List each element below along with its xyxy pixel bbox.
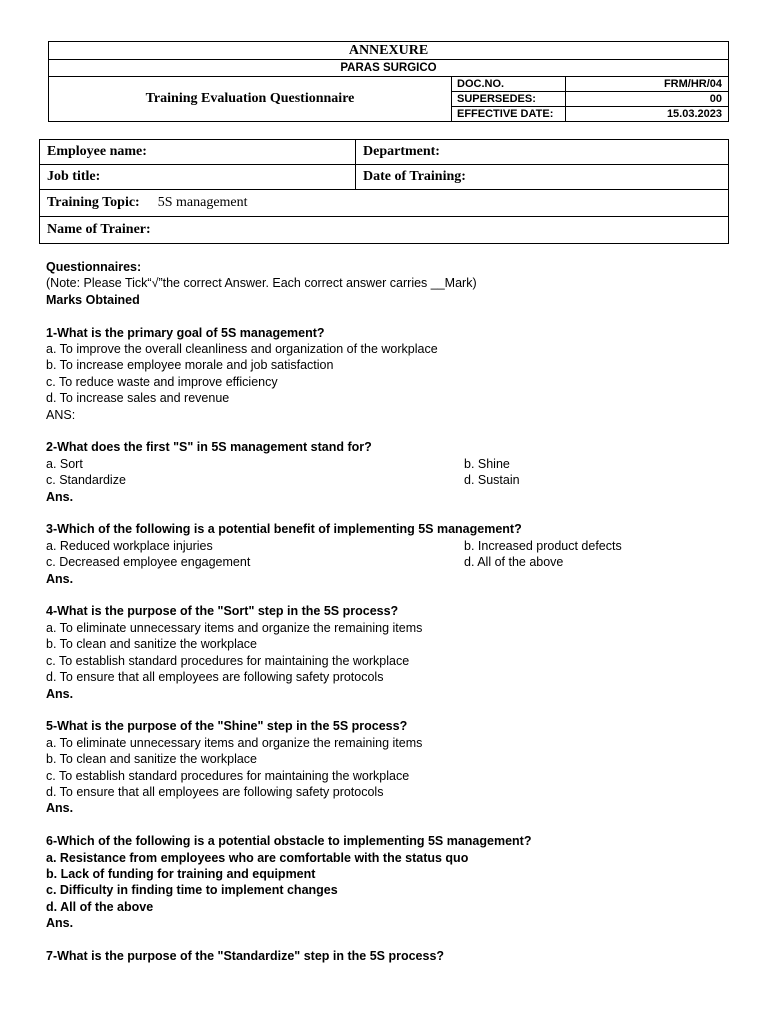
questionnaire-content <box>46 259 736 964</box>
training-topic-value: 5S management <box>157 195 248 210</box>
q1-option-d: d. To increase sales and revenue <box>46 391 230 406</box>
q2-option-b: b. Shine <box>464 456 510 471</box>
q1-option-c: c. To reduce waste and improve efficiency <box>46 374 278 389</box>
department-label: Department: <box>356 140 729 165</box>
q6-option-b: b. Lack of funding for training and equipment <box>46 866 316 881</box>
q4-option-d: d. To ensure that all employees are following safety protocols <box>46 670 384 685</box>
form-title: Training Evaluation Questionnaire <box>49 77 452 122</box>
supersedes-value: 00 <box>566 92 729 107</box>
supersedes-label: SUPERSEDES: <box>452 92 566 107</box>
q5-option-a: a. To eliminate unnecessary items and organize the remaining items <box>46 735 423 750</box>
trainer-label: Name of Trainer: <box>40 217 729 244</box>
q2-option-a: a. Sort <box>46 456 83 471</box>
instruction-note: (Note: Please Tick“√”the correct Answer. Each correct answer carries __Mark) <box>46 276 477 291</box>
q4-option-c: c. To establish standard procedures for maintaining the workplace <box>46 653 410 668</box>
question-4: 4-What is the purpose of the "Sort" step in the 5S process? <box>46 604 399 619</box>
header-table <box>48 41 729 122</box>
q3-answer: Ans. <box>46 571 74 586</box>
q4-answer: Ans. <box>46 686 74 701</box>
q3-option-a: a. Reduced workplace injuries <box>46 538 213 553</box>
q2-answer: Ans. <box>46 489 74 504</box>
job-title-label: Job title: <box>40 165 356 190</box>
q3-option-c: c. Decreased employee engagement <box>46 555 251 570</box>
q6-option-c: c. Difficulty in finding time to implement changes <box>46 883 338 898</box>
annexure-title: ANNEXURE <box>49 42 729 60</box>
question-2: 2-What does the first "S" in 5S management stand for? <box>46 440 372 455</box>
q4-option-b: b. To clean and sanitize the workplace <box>46 637 258 652</box>
q3-option-b: b. Increased product defects <box>464 538 622 553</box>
company-name: PARAS SURGICO <box>49 60 729 77</box>
question-5: 5-What is the purpose of the "Shine" step in the 5S process? <box>46 719 408 734</box>
q6-option-d: d. All of the above <box>46 899 154 914</box>
question-1: 1-What is the primary goal of 5S management? <box>46 325 325 340</box>
doc-no-label: DOC.NO. <box>452 77 566 92</box>
q6-option-a: a. Resistance from employees who are comfortable with the status quo <box>46 850 469 865</box>
employee-name-label: Employee name: <box>40 140 356 165</box>
q5-answer: Ans. <box>46 801 74 816</box>
q5-option-b: b. To clean and sanitize the workplace <box>46 752 258 767</box>
q2-option-c: c. Standardize <box>46 473 126 488</box>
marks-obtained: Marks Obtained <box>46 292 140 307</box>
question-3: 3-Which of the following is a potential benefit of implementing 5S management? <box>46 522 522 537</box>
questionnaire-heading: Questionnaires: <box>46 260 142 274</box>
doc-no-value: FRM/HR/04 <box>566 77 729 92</box>
effective-date-label: EFFECTIVE DATE: <box>452 107 566 122</box>
training-topic-row <box>40 190 729 217</box>
q1-option-a: a. To improve the overall cleanliness and organization of the workplace <box>46 342 438 357</box>
q5-option-c: c. To establish standard procedures for maintaining the workplace <box>46 768 410 783</box>
q4-option-a: a. To eliminate unnecessary items and organize the remaining items <box>46 620 423 635</box>
q1-answer: ANS: <box>46 407 76 422</box>
date-of-training-label: Date of Training: <box>356 165 729 190</box>
q1-option-b: b. To increase employee morale and job satisfaction <box>46 358 334 373</box>
q5-option-d: d. To ensure that all employees are following safety protocols <box>46 784 384 799</box>
q2-option-d: d. Sustain <box>464 473 520 488</box>
training-topic-label: Training Topic: <box>47 195 140 210</box>
question-7: 7-What is the purpose of the "Standardize" step in the 5S process? <box>46 948 445 963</box>
effective-date-value: 15.03.2023 <box>566 107 729 122</box>
question-6: 6-Which of the following is a potential obstacle to implementing 5S management? <box>46 834 532 849</box>
q6-answer: Ans. <box>46 916 74 931</box>
employee-info-table <box>39 139 729 244</box>
q3-option-d: d. All of the above <box>464 555 564 570</box>
